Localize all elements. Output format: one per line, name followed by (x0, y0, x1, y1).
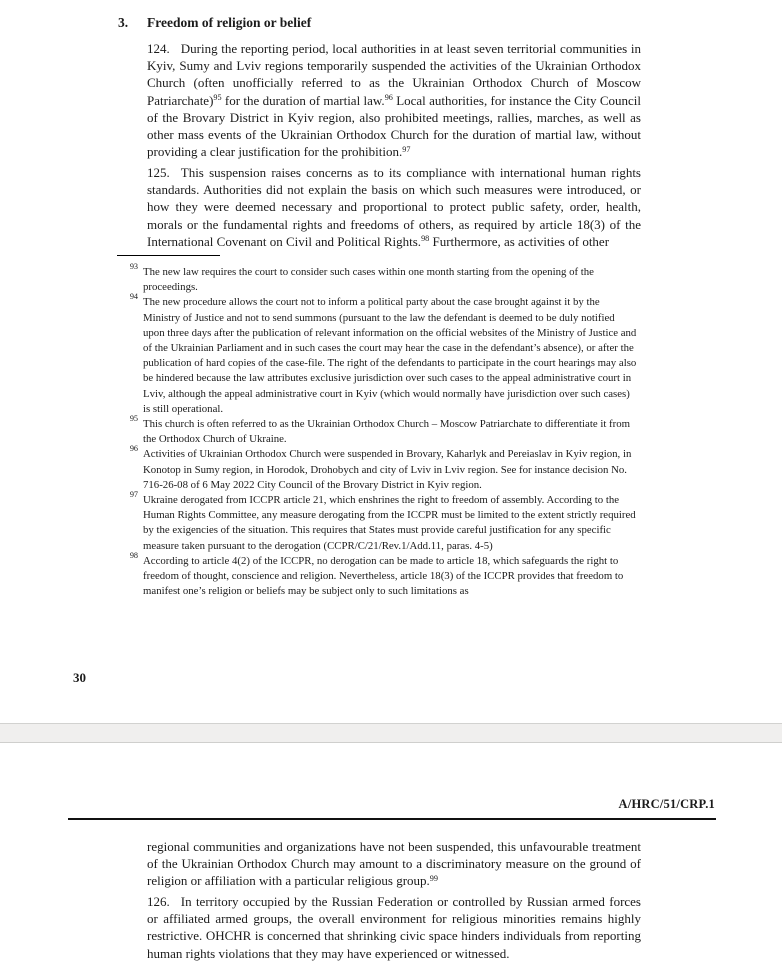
paragraph-125 (147, 164, 641, 250)
paragraph-number: 125. (147, 165, 170, 180)
footnote-ref-99: 99 (429, 873, 438, 883)
page-31 (0, 743, 782, 970)
paragraph-continuation (147, 838, 641, 890)
footnote-text: The new law requires the court to consider such cases within one month starting from the opening of the proceedings. (143, 266, 594, 294)
paragraph-126 (147, 893, 641, 962)
page-number: 30 (73, 670, 86, 685)
paragraph-text: for the duration of martial law. (221, 92, 385, 108)
section-title: Freedom of religion or belief (147, 15, 312, 30)
footnote-item: 96 Activities of Ukrainian Orthodox Church were suspended in Brovary, Kaharlyk and Pereiaslav in Kyiv region, in Konotop in Sumy region, in Horodok, Drohobych and city of Lviv in Lviv region. See for instance decision No. 716-26-08 of 6 May 2022 City Council of the Brovary District in Kyiv region. (122, 447, 638, 493)
footnote-item: 98 According to article 4(2) of the ICCPR, no derogation can be made to article 18, which safeguards the right to freedom of thought, conscience and religion. Nevertheless, article 18(3) of the ICCPR provides that freedom to manifest one’s religion or beliefs may be subject only to such limitations as (122, 554, 638, 600)
paragraph-text: regional communities and organizations have not been suspended, this unfavourable treatment of the Ukrainian Orthodox Church may amount to a discriminatory measure on the ground of religion or affiliation with a particular religious group. (147, 839, 641, 889)
footnote-item: 97 Ukraine derogated from ICCPR article 21, which enshrines the right to freedom of assembly. According to the Human Rights Committee, any measure derogating from the ICCPR must be limited to the extent strictly required by the exigencies of the situation. This requires that States must provide careful justification for any specific measure taken pursuant to the derogation (CCPR/C/21/Rev.1/Add.11, paras. 4-5) (122, 493, 638, 554)
footnote-text: The new procedure allows the court not to inform a political party about the case brought against it by the Ministry of Justice and not to send summons (pursuant to the law the defendant is deemed to be duly notified upon three days after the publication of relevant information on the official websites of the Ministry of Justice and of the Ukrainian Parliament and in such cases the court may hear the case in the defendant’s absence), or after the publication of hard copies of the case-file. The right of the defendants to participate in the court hearings may also be hindered because the law attributes exclusive jurisdiction over such cases to the appeal administrative court in Lviv, although the appeal administrative court in Kyiv (which would normally have jurisdiction over such cases) is still operational. (143, 296, 637, 415)
section-number: 3. (118, 15, 129, 30)
document-symbol: A/HRC/51/CRP.1 (618, 797, 715, 811)
paragraph-124 (147, 40, 641, 160)
paragraph-text: Local authorities, for instance the City Council of the Brovary District in Kyiv region, also prohibited meetings, rallies, marches, as well as other mass events of the Ukrainian Orthodox Church for the duration of martial law, without providing a clear justification for the prohibition. (147, 92, 641, 160)
footnote-text: According to article 4(2) of the ICCPR, no derogation can be made to article 18, which safeguards the right to freedom of thought, conscience and religion. Nevertheless, article 18(3) of the ICCPR provides that freedom to manifest one’s religion or beliefs may be subject only to such limitations as (143, 554, 624, 598)
footnote-item: 93 The new law requires the court to consider such cases within one month starting from the opening of the proceedings. (122, 265, 638, 295)
footnote-text: Activities of Ukrainian Orthodox Church were suspended in Brovary, Kaharlyk and Pereiaslav in Kyiv region, in Konotop in Sumy region, in Horodok, Drohobych and city of Lviv in Lviv region. See for instance decision No. 716-26-08 of 6 May 2022 City Council of the Brovary District in Kyiv region. (143, 448, 632, 491)
footnote-list (122, 262, 638, 599)
paragraph-text: Furthermore, as activities of other (429, 233, 610, 249)
paragraph-number: 126. (147, 894, 170, 909)
footnote-item: 95 This church is often referred to as the Ukrainian Orthodox Church – Moscow Patriarchate to differentiate it from the Orthodox Church of Ukraine. (122, 417, 638, 447)
footnote-ref-95: 95 (213, 93, 222, 103)
footnote-ref-97: 97 (402, 144, 411, 154)
footnote-text: Ukraine derogated from ICCPR article 21, which enshrines the right to freedom of assembly. According to the Human Rights Committee, any measure derogating from the ICCPR must be limited to the extent strictly required by the exigencies of the situation. This requires that States must provide careful justification for any specific measure taken pursuant to the derogation (CCPR/C/21/Rev.1/Add.11, paras. 4-5) (143, 494, 636, 552)
paragraph-text: This suspension raises concerns as to its compliance with international human rights standards. Authorities did not explain the basis on which such measures were introduced, or how they were deemed necessary and proportional to protect public safety, order, health, morals or the fundamental rights and freedoms of others, as required by article 18(3) of the International Covenant on Civil and Political Rights. (147, 165, 641, 249)
footnote-separator (117, 255, 220, 256)
footnote-ref-98: 98 (421, 234, 430, 244)
page-break (0, 723, 782, 743)
footnote-text: This church is often referred to as the Ukrainian Orthodox Church – Moscow Patriarchate to differentiate it from the Orthodox Church of Ukraine. (143, 418, 631, 446)
footnote-ref-96: 96 (384, 93, 393, 103)
paragraph-text: During the reporting period, local authorities in at least seven territorial communities in Kyiv, Sumy and Lviv regions temporarily suspended the activities of the Ukrainian Orthodox Church (often unofficially referred to as the Ukrainian Orthodox Church of Moscow Patriarchate) (147, 41, 641, 108)
footnote-item: 94 The new procedure allows the court not to inform a political party about the case brought against it by the Ministry of Justice and not to send summons (pursuant to the law the defendant is deemed to be duly notified upon three days after the publication of relevant information on the official websites of the Ministry of Justice and of the Ukrainian Parliament and in such cases the court may hear the case in the defendant’s absence), or after the publication of hard copies of the case-file. The right of the defendants to participate in the court hearings may also be hindered because the law attributes exclusive jurisdiction over such cases to the appeal administrative court in Lviv, although the appeal administrative court in Kyiv (which would normally have jurisdiction over such cases) is still operational. (122, 295, 638, 417)
section-heading (118, 15, 311, 31)
paragraph-number: 124. (147, 41, 170, 56)
header-rule (68, 818, 716, 820)
paragraph-text: In territory occupied by the Russian Federation or controlled by Russian armed forces or affiliated armed groups, the overall environment for religious minorities remains highly restrictive. OHCHR is concerned that shrinking civic space hinders individuals from reporting human rights violations that they may have experienced or witnessed. (147, 894, 641, 961)
